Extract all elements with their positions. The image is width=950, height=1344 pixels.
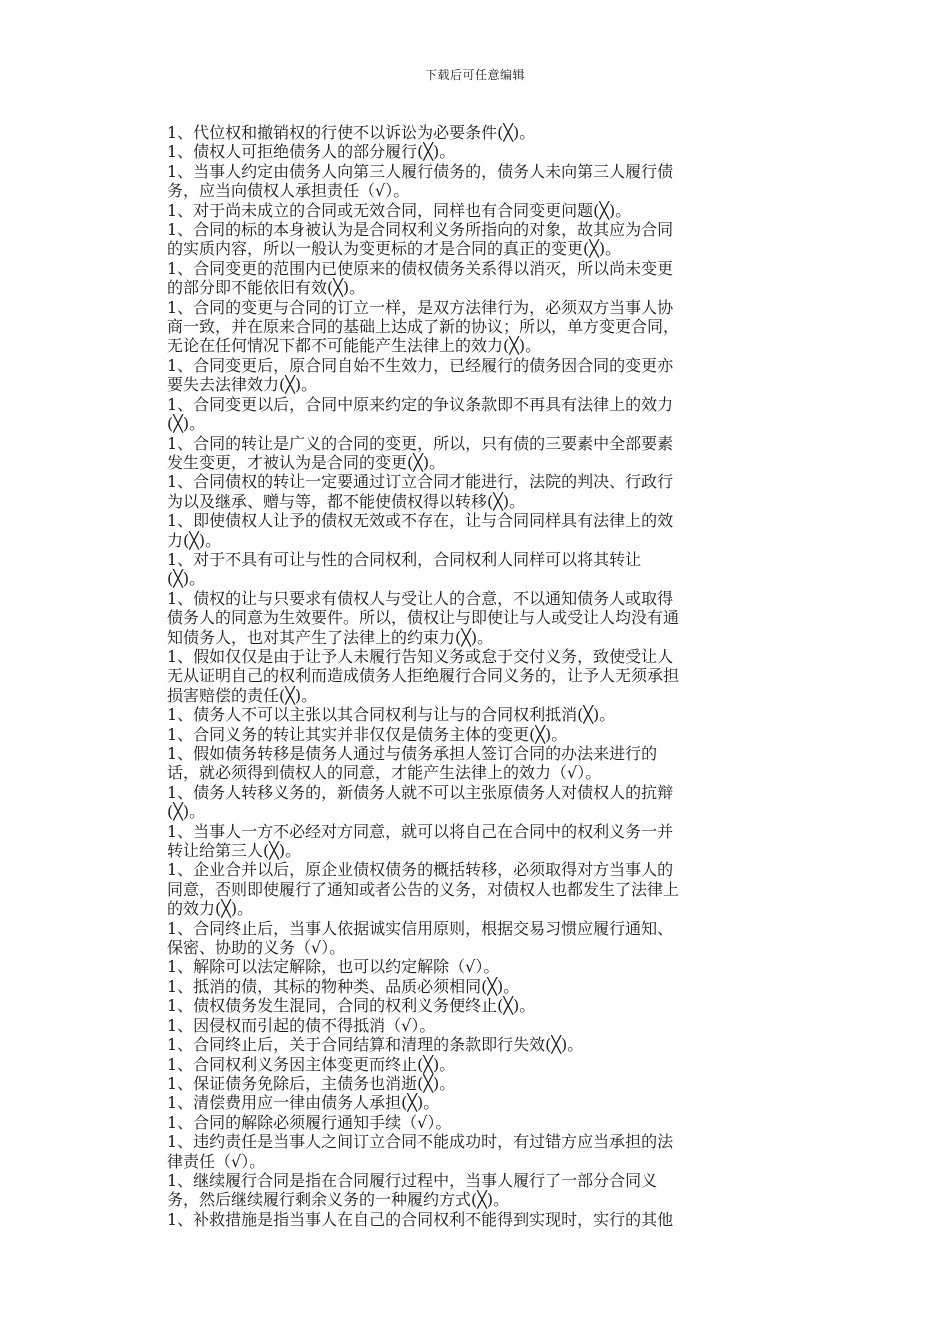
statement-item: [167, 511, 787, 550]
statement-line: 1、合同的变更与合同的订立一样，是双方法律行为，必须双方当事人协: [167, 297, 674, 317]
statement-line: 的部分即不能依旧有效(╳)。: [167, 278, 366, 298]
statement-line: 1、保证债务免除后，主债务也消逝(╳)。: [167, 1073, 456, 1093]
statement-item: [167, 996, 787, 1015]
statement-item: [167, 1035, 787, 1054]
statement-item: [167, 1093, 787, 1112]
statement-line: (╳)。: [167, 414, 206, 434]
statement-line: 1、即使债权人让予的债权无效或不存在，让与合同同样具有法律上的效: [167, 511, 674, 531]
statement-line: 话，就必须得到债权人的同意，才能产生法律上的效力（√）。: [167, 763, 602, 783]
statement-item: [167, 1132, 787, 1171]
statement-line: 1、合同变更后，原合同自始不生效力，已经履行的债务因合同的变更亦: [167, 355, 674, 375]
statement-line: 1、补救措施是指当事人在自己的合同权利不能得到实现时，实行的其他: [167, 1209, 674, 1229]
statement-line: 1、债权债务发生混同，合同的权利义务便终止(╳)。: [167, 996, 536, 1016]
statement-item: [167, 1016, 787, 1035]
statement-line: 1、合同的标的本身被认为是合同权利义务所指向的对象，故其应为合同: [167, 220, 674, 240]
statement-item: [167, 220, 787, 259]
statement-line: 1、解除可以法定解除，也可以约定解除（√）。: [167, 957, 500, 977]
statement-line: 1、当事人约定由债务人向第三人履行债务的，债务人未向第三人履行债: [167, 161, 674, 181]
statement-line: 的效力(╳)。: [167, 899, 254, 919]
statement-line: 损害赔偿的责任(╳)。: [167, 685, 318, 705]
statement-item: [167, 1210, 787, 1229]
statement-item: [167, 705, 787, 724]
statement-item: [167, 822, 787, 861]
statement-line: 无论在任何情况下都不可能能产生法律上的效力(╳)。: [167, 336, 542, 356]
statement-line: 1、当事人一方不必经对方同意，就可以将自己在合同中的权利义务一并: [167, 821, 674, 841]
statement-line: 1、因侵权而引起的债不得抵消（√）。: [167, 1015, 436, 1035]
statement-line: 1、债务人转移义务的，新债务人就不可以主张原债务人对债权人的抗辩: [167, 782, 674, 802]
page-header: 下载后可任意编辑: [424, 68, 525, 82]
statement-item: [167, 395, 787, 434]
statement-line: 商一致，并在原来合同的基础上达成了新的协议；所以，单方变更合同，: [167, 317, 680, 337]
statement-line: 律责任（√）。: [167, 1151, 266, 1171]
statement-item: [167, 744, 787, 783]
statement-line: 转让给第三人(╳)。: [167, 841, 302, 861]
statement-item: [167, 1055, 787, 1074]
statement-line: 务，然后继续履行剩余义务的一种履约方式(╳)。: [167, 1190, 510, 1210]
statement-item: [167, 550, 787, 589]
statement-line: 1、对于不具有可让与性的合同权利，合同权利人同样可以将其转让: [167, 549, 642, 569]
statement-item: [167, 434, 787, 473]
statement-line: 债务人的同意为生效要件。所以，债权让与即使让与人或受让人均没有通: [167, 608, 680, 628]
statement-line: 1、债权人可拒绝债务人的部分履行(╳)。: [167, 142, 456, 162]
statement-line: 1、代位权和撤销权的行使不以诉讼为必要条件(╳)。: [167, 123, 536, 142]
statement-line: 力(╳)。: [167, 530, 222, 550]
statement-item: [167, 589, 787, 647]
statement-item: [167, 142, 787, 161]
statement-line: 知债务人，也对其产生了法律上的约束力(╳)。: [167, 627, 494, 647]
statement-item: [167, 356, 787, 395]
statement-item: [167, 783, 787, 822]
document-body: [167, 123, 787, 1229]
statement-line: 1、合同的转让是广义的合同的变更，所以，只有债的三要素中全部要素: [167, 433, 674, 453]
statement-item: [167, 725, 787, 744]
statement-line: 1、债权的让与只要求有债权人与受让人的合意，不以通知债务人或取得: [167, 588, 674, 608]
statement-item: [167, 647, 787, 705]
statement-item: [167, 123, 787, 142]
statement-item: [167, 201, 787, 220]
statement-line: 1、企业合并以后，原企业债权债务的概括转移，必须取得对方当事人的: [167, 860, 674, 880]
statement-item: [167, 957, 787, 976]
statement-line: 同意，否则即使履行了通知或者公告的义务，对债权人也都发生了法律上: [167, 879, 680, 899]
statement-item: [167, 1171, 787, 1210]
statement-line: 要失去法律效力(╳)。: [167, 375, 318, 395]
statement-line: (╳)。: [167, 802, 206, 822]
statement-line: 1、假如仅仅是由于让予人未履行告知义务或怠于交付义务，致使受让人: [167, 646, 674, 666]
statement-line: 1、违约责任是当事人之间订立合同不能成功时，有过错方应当承担的法: [167, 1132, 674, 1152]
statement-item: [167, 1113, 787, 1132]
statement-item: [167, 919, 787, 958]
statement-line: 1、合同终止后，当事人依据诚实信用原则，根据交易习惯应履行通知、: [167, 918, 674, 938]
statement-line: 1、合同的解除必须履行通知手续（√）。: [167, 1112, 452, 1132]
statement-line: 1、债务人不可以主张以其合同权利与让与的合同权利抵消(╳)。: [167, 705, 616, 725]
statement-line: 1、合同债权的转让一定要通过订立合同才能进行，法院的判决、行政行: [167, 472, 674, 492]
statement-item: [167, 259, 787, 298]
statement-line: (╳)。: [167, 569, 206, 589]
statement-line: 无从证明自己的权利而造成债务人拒绝履行合同义务的，让予人无须承担: [167, 666, 680, 686]
statement-item: [167, 472, 787, 511]
statement-line: 1、合同终止后，关于合同结算和清理的条款即行失效(╳)。: [167, 1035, 584, 1055]
statement-line: 保密、协助的义务（√）。: [167, 938, 346, 958]
statement-line: 1、合同变更的范围内已使原来的债权债务关系得以消灭，所以尚未变更: [167, 258, 674, 278]
statement-line: 1、清偿费用应一律由债务人承担(╳)。: [167, 1093, 440, 1113]
statement-line: 的实质内容，所以一般认为变更标的才是合同的真正的变更(╳)。: [167, 239, 622, 259]
statement-line: 为以及继承、赠与等，都不能使债权得以转移(╳)。: [167, 491, 526, 511]
statement-item: [167, 162, 787, 201]
statement-line: 1、合同变更以后，合同中原来约定的争议条款即不再具有法律上的效力: [167, 394, 674, 414]
statement-item: [167, 298, 787, 356]
statement-line: 发生变更，才被认为是合同的变更(╳)。: [167, 452, 446, 472]
statement-line: 1、对于尚未成立的合同或无效合同，同样也有合同变更问题(╳)。: [167, 200, 632, 220]
statement-line: 1、假如债务转移是债务人通过与债务承担人签订合同的办法来进行的: [167, 744, 658, 763]
statement-line: 1、抵消的债，其标的物种类、品质必须相同(╳)。: [167, 976, 520, 996]
statement-item: [167, 860, 787, 918]
statement-line: 1、继续履行合同是指在合同履行过程中，当事人履行了一部分合同义: [167, 1170, 658, 1190]
statement-line: 务，应当向债权人承担责任（√）。: [167, 181, 410, 201]
statement-item: [167, 1074, 787, 1093]
statement-line: 1、合同义务的转让其实并非仅仅是债务主体的变更(╳)。: [167, 724, 568, 744]
statement-line: 1、合同权利义务因主体变更而终止(╳)。: [167, 1054, 456, 1074]
statement-item: [167, 977, 787, 996]
